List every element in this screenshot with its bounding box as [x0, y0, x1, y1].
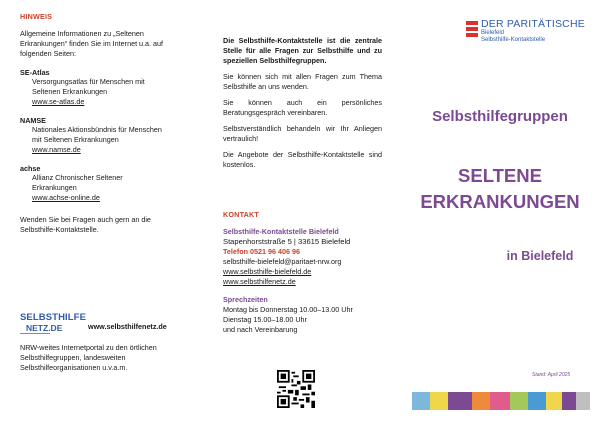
email[interactable]: selbsthilfe-bielefeld@paritaet-nrw.org	[223, 257, 342, 266]
stripe-segment	[528, 392, 546, 410]
entry-line: Nationales Aktionsbündnis für Menschen	[32, 125, 162, 134]
closing-text: Wenden Sie bei Fragen auch gern an die Selbsthilfe-Kontaktstelle.	[20, 215, 151, 234]
stripe-segment	[510, 392, 528, 410]
stripe-segment	[576, 392, 590, 410]
hours-line: Montag bis Donnerstag 10.00–13.00 Uhr	[223, 305, 353, 314]
paritaetische-logo	[466, 19, 585, 44]
title-erkrankungen: ERKRANKUNGEN	[420, 191, 580, 212]
website-link[interactable]: www.selbsthilfe-bielefeld.de	[223, 267, 312, 276]
entry-line: Erkrankungen	[32, 183, 77, 192]
title-seltene: SELTENE	[458, 165, 542, 186]
hours-line: und nach Vereinbarung	[223, 325, 298, 334]
paritaetische-mark-icon	[466, 19, 478, 39]
logo-line: Selbsthilfe-Kontaktstelle	[481, 37, 546, 43]
logo-line: Bielefeld	[481, 30, 505, 36]
color-stripe	[412, 392, 590, 410]
entry-title: NAMSE	[20, 116, 46, 125]
namse-link[interactable]: www.namse.de	[32, 145, 81, 154]
stand-date: Stand: April 2025	[532, 372, 571, 378]
logo-line: SELBSTHILFE	[20, 312, 87, 323]
achse-link[interactable]: www.achse-online.de	[32, 193, 100, 202]
hinweis-heading: HINWEIS	[20, 12, 53, 21]
kontakt-heading: KONTAKT	[223, 210, 259, 219]
entry-se-atlas	[20, 68, 182, 107]
netz-description: NRW-weites Internetportal zu den örtlichen Selbsthilfegruppen, landesweiten Selbsthilfeorganisationen u.v.a.m.	[20, 343, 157, 372]
entry-line: Seltenen Erkrankungen	[32, 87, 108, 96]
selbsthilfenetz-logo	[20, 313, 86, 339]
title-selbsthilfegruppen: Selbsthilfegruppen	[432, 108, 568, 125]
hours-heading: Sprechzeiten	[223, 295, 268, 304]
selbsthilfenetz-row	[20, 313, 167, 339]
entry-line: mit Seltenen Erkrankungen	[32, 135, 119, 144]
stripe-segment	[546, 392, 562, 410]
kontaktstelle-intro: Die Selbsthilfe-Kontaktstelle ist die zentrale Stelle für alle Fragen zur Selbsthilfe und zu speziellen Selbsthilfegruppen.	[223, 36, 382, 65]
entry-title: achse	[20, 164, 41, 173]
wave-icon	[20, 333, 50, 338]
entry-achse	[20, 164, 182, 203]
stripe-segment	[472, 392, 490, 410]
logo-line: NETZ.DE	[26, 323, 63, 333]
intro-text: Allgemeine Informationen zu „Seltenen Erkrankungen“ finden Sie im Internet u.a. auf folgenden Seiten:	[20, 29, 164, 58]
paragraph: Die Angebote der Selbsthilfe-Kontaktstelle sind kostenlos.	[223, 150, 382, 169]
logo-line: DER PARITÄTISCHE	[481, 18, 585, 30]
entry-namse	[20, 116, 182, 155]
qr-code-icon	[277, 370, 315, 408]
entry-line: Versorgungsatlas für Menschen mit	[32, 77, 145, 86]
address: Stapenhorststraße 5 | 33615 Bielefeld	[223, 237, 351, 246]
paragraph: Sie können sich mit allen Fragen zum Thema Selbsthilfe an uns wenden.	[223, 72, 382, 91]
phone: Telefon 0521 96 406 96	[223, 247, 300, 256]
middle-panel	[200, 0, 400, 424]
entry-line: Allianz Chronischer Seltener	[32, 173, 123, 182]
contact-org: Selbsthilfe-Kontaktstelle Bielefeld	[223, 227, 339, 236]
selbsthilfenetz-url[interactable]: www.selbsthilfenetz.de	[88, 321, 167, 331]
website-link[interactable]: www.selbsthilfenetz.de	[223, 277, 296, 286]
paragraph: Sie können auch ein persönliches Beratungsgespräch vereinbaren.	[223, 98, 382, 117]
paragraph: Selbstverständlich behandeln wir Ihr Anliegen vertraulich!	[223, 124, 382, 143]
stripe-segment	[448, 392, 472, 410]
hours-line: Dienstag 15.00–18.00 Uhr	[223, 315, 307, 324]
stripe-segment	[490, 392, 510, 410]
stripe-segment	[430, 392, 448, 410]
se-atlas-link[interactable]: www.se-atlas.de	[32, 97, 85, 106]
stripe-segment	[412, 392, 430, 410]
stripe-segment	[562, 392, 576, 410]
title-bielefeld: in Bielefeld	[506, 249, 574, 263]
entry-title: SE-Atlas	[20, 68, 50, 77]
right-panel	[400, 0, 600, 424]
